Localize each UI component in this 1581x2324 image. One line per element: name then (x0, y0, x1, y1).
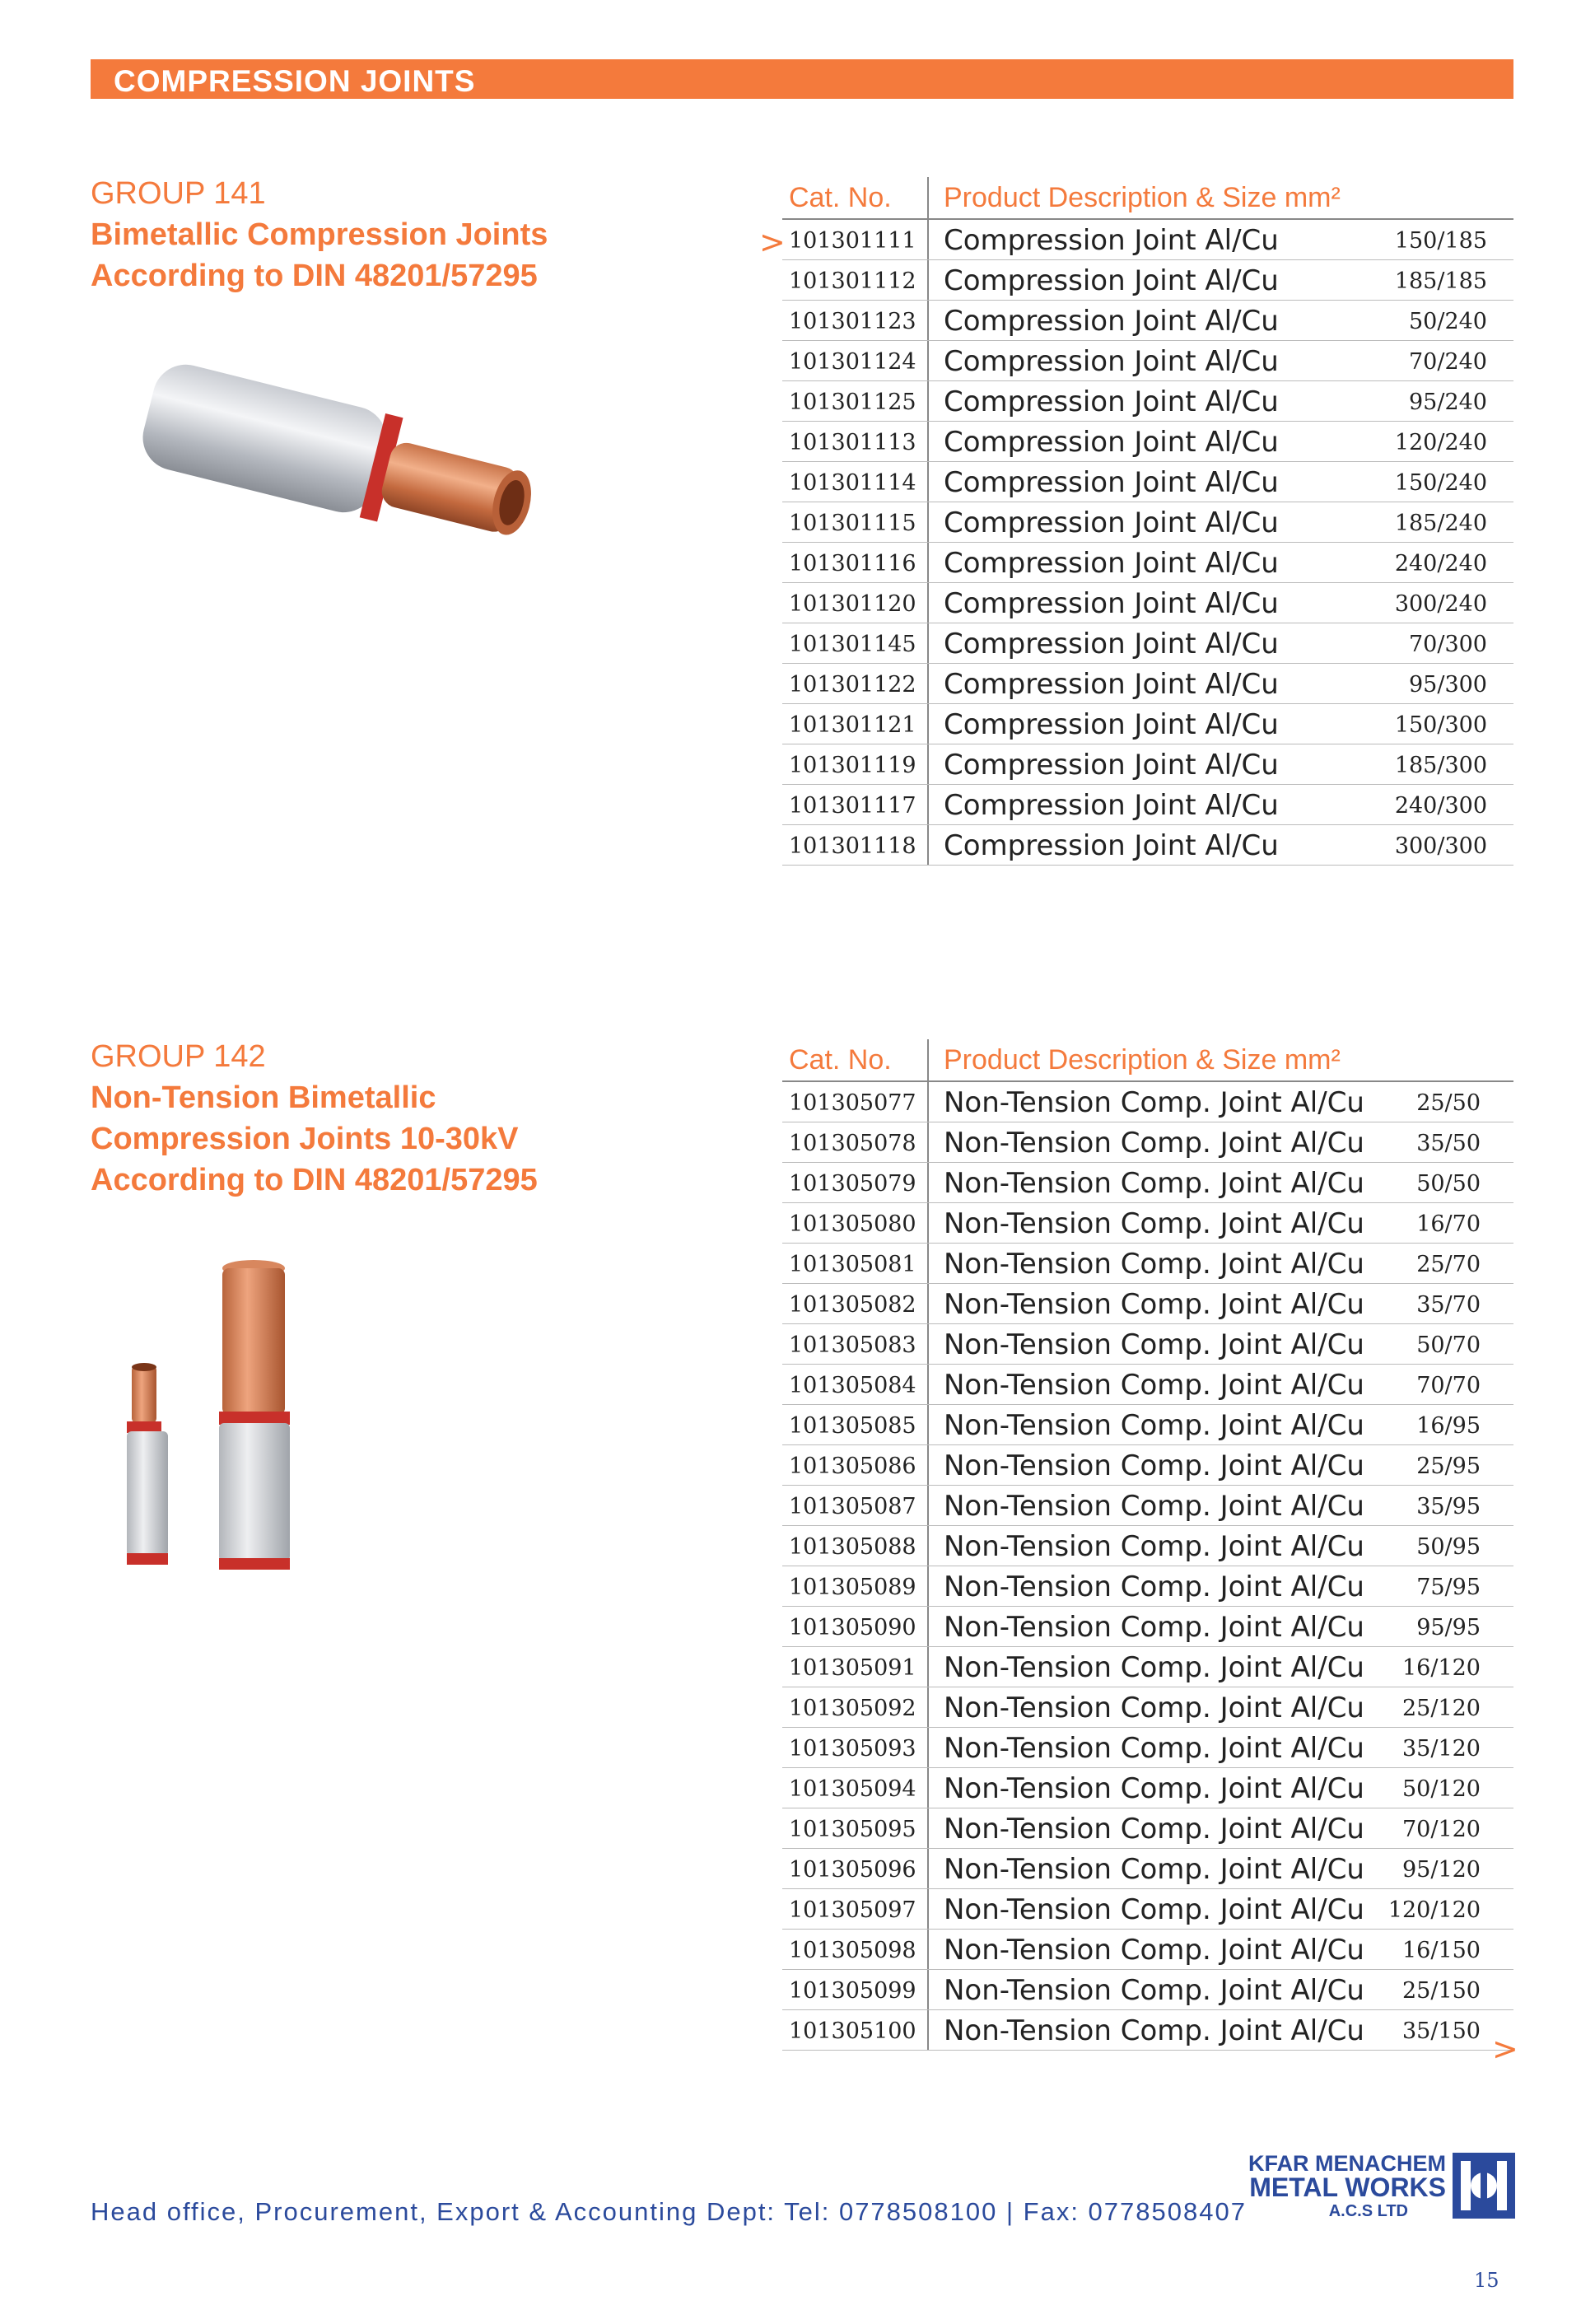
cat-no-cell: 101305092 (789, 1696, 916, 1721)
size-cell: 50/50 (1416, 1171, 1481, 1197)
logo-mark-icon (1453, 2153, 1515, 2219)
table-row (782, 744, 1513, 785)
table-row (782, 1486, 1513, 1526)
section-title: COMPRESSION JOINTS (114, 64, 476, 98)
cat-no-cell: 101305081 (789, 1252, 916, 1277)
table-row (782, 1607, 1513, 1647)
description-cell: Non-Tension Comp. Joint Al/Cu (944, 1570, 1364, 1603)
description-cell: Non-Tension Comp. Joint Al/Cu (944, 1530, 1364, 1563)
table-row (782, 785, 1513, 825)
size-cell: 300/240 (1394, 591, 1487, 617)
table-row (782, 704, 1513, 744)
table-row (782, 1970, 1513, 2010)
logo-line-2: METAL WORKS (1249, 2172, 1446, 2202)
description-cell: Non-Tension Comp. Joint Al/Cu (944, 1086, 1364, 1119)
size-cell: 25/50 (1416, 1090, 1481, 1116)
cat-no-cell: 101305095 (789, 1817, 916, 1842)
table-row (782, 1122, 1513, 1163)
cat-no-cell: 101305090 (789, 1615, 916, 1640)
group-141-title-line: Bimetallic Compression Joints (91, 217, 548, 252)
table-row (782, 583, 1513, 623)
size-cell: 240/300 (1394, 793, 1487, 819)
table-row (782, 220, 1513, 260)
cat-no-cell: 101301114 (789, 470, 916, 496)
size-cell: 75/95 (1416, 1575, 1481, 1600)
table-row (782, 1566, 1513, 1607)
group-142-table (782, 1039, 1513, 2051)
description-cell: Non-Tension Comp. Joint Al/Cu (944, 1288, 1364, 1321)
table-row (782, 1728, 1513, 1768)
group-142-label: GROUP 142 (91, 1039, 266, 1074)
cat-no-cell: 101305085 (789, 1413, 916, 1439)
description-cell: Non-Tension Comp. Joint Al/Cu (944, 1369, 1364, 1402)
cat-no-cell: 101301120 (789, 591, 916, 617)
size-cell: 95/120 (1402, 1857, 1481, 1883)
description-cell: Compression Joint Al/Cu (944, 749, 1279, 782)
size-cell: 35/120 (1402, 1736, 1481, 1762)
group-142-title-line: Compression Joints 10-30kV (91, 1122, 519, 1156)
size-cell: 70/70 (1416, 1373, 1481, 1398)
group-141-heading (91, 173, 548, 296)
size-cell: 35/70 (1416, 1292, 1481, 1318)
description-cell: Non-Tension Comp. Joint Al/Cu (944, 1127, 1364, 1160)
table-row (782, 623, 1513, 664)
description-cell: Non-Tension Comp. Joint Al/Cu (944, 2014, 1364, 2047)
cat-no-cell: 101305077 (789, 1090, 916, 1116)
cat-no-cell: 101301117 (789, 793, 916, 819)
description-cell: Non-Tension Comp. Joint Al/Cu (944, 1772, 1364, 1805)
table-row (782, 1687, 1513, 1728)
description-cell: Non-Tension Comp. Joint Al/Cu (944, 1328, 1364, 1361)
header-description: Product Description & Size mm² (944, 182, 1341, 213)
logo-line-3: A.C.S LTD (1328, 2202, 1408, 2220)
description-cell: Non-Tension Comp. Joint Al/Cu (944, 1248, 1364, 1281)
description-cell: Compression Joint Al/Cu (944, 587, 1279, 620)
cat-no-cell: 101305094 (789, 1776, 916, 1802)
size-cell: 95/95 (1416, 1615, 1481, 1640)
size-cell: 16/120 (1402, 1655, 1481, 1681)
description-cell: Non-Tension Comp. Joint Al/Cu (944, 1934, 1364, 1967)
description-cell: Non-Tension Comp. Joint Al/Cu (944, 1490, 1364, 1523)
cat-no-cell: 101305079 (789, 1171, 916, 1197)
cat-no-cell: 101301116 (789, 551, 916, 576)
size-cell: 16/95 (1416, 1413, 1481, 1439)
description-cell: Non-Tension Comp. Joint Al/Cu (944, 1813, 1364, 1846)
size-cell: 50/70 (1416, 1332, 1481, 1358)
cat-no-cell: 101305098 (789, 1938, 916, 1963)
cat-no-cell: 101305080 (789, 1211, 916, 1237)
cat-no-cell: 101305082 (789, 1292, 916, 1318)
size-cell: 50/95 (1416, 1534, 1481, 1560)
table-header (782, 177, 1513, 220)
continues-next-marker: > (1492, 2031, 1518, 2067)
company-logo (1248, 2148, 1515, 2222)
group-141-label: GROUP 141 (91, 176, 266, 211)
cat-no-cell: 101301124 (789, 349, 916, 375)
group-141-title-line: According to DIN 48201/57295 (91, 259, 538, 293)
table-row (782, 1445, 1513, 1486)
size-cell: 70/300 (1409, 632, 1487, 657)
cat-no-cell: 101301115 (789, 511, 916, 536)
size-cell: 150/300 (1394, 712, 1487, 738)
size-cell: 120/120 (1387, 1897, 1481, 1923)
group-142-heading (91, 1036, 538, 1201)
cat-no-cell: 101305083 (789, 1332, 916, 1358)
size-cell: 25/120 (1402, 1696, 1481, 1721)
size-cell: 25/150 (1402, 1978, 1481, 2004)
group-142-title-line: According to DIN 48201/57295 (91, 1163, 538, 1197)
description-cell: Compression Joint Al/Cu (944, 829, 1279, 862)
table-row (782, 422, 1513, 462)
table-row (782, 1768, 1513, 1808)
table-row (782, 260, 1513, 301)
table-row (782, 543, 1513, 583)
description-cell: Non-Tension Comp. Joint Al/Cu (944, 1449, 1364, 1482)
cat-no-cell: 101305096 (789, 1857, 916, 1883)
cat-no-cell: 101301113 (789, 430, 916, 455)
table-row (782, 1930, 1513, 1970)
page-number: 15 (1474, 2269, 1499, 2292)
size-cell: 70/240 (1409, 349, 1487, 375)
size-cell: 35/50 (1416, 1131, 1481, 1156)
table-row (782, 1284, 1513, 1324)
description-cell: Compression Joint Al/Cu (944, 345, 1279, 378)
size-cell: 25/95 (1416, 1454, 1481, 1479)
size-cell: 16/70 (1416, 1211, 1481, 1237)
description-cell: Compression Joint Al/Cu (944, 305, 1279, 338)
description-cell: Compression Joint Al/Cu (944, 628, 1279, 660)
size-cell: 35/95 (1416, 1494, 1481, 1519)
table-row (782, 462, 1513, 502)
description-cell: Compression Joint Al/Cu (944, 466, 1279, 499)
table-row (782, 1244, 1513, 1284)
cat-no-cell: 101305078 (789, 1131, 916, 1156)
cat-no-cell: 101301111 (789, 228, 916, 254)
table-row (782, 664, 1513, 704)
table-row (782, 1526, 1513, 1566)
table-row (782, 1082, 1513, 1122)
header-description: Product Description & Size mm² (944, 1044, 1341, 1076)
size-cell: 240/240 (1394, 551, 1487, 576)
cat-no-cell: 101301119 (789, 753, 916, 778)
size-cell: 25/70 (1416, 1252, 1481, 1277)
cat-no-cell: 101305084 (789, 1373, 916, 1398)
cat-no-cell: 101305091 (789, 1655, 916, 1681)
table-row (782, 1405, 1513, 1445)
table-row (782, 2010, 1513, 2051)
continued-from-marker: > (759, 224, 786, 260)
group-142-title-line: Non-Tension Bimetallic (91, 1080, 436, 1115)
description-cell: Compression Joint Al/Cu (944, 224, 1279, 257)
table-row (782, 341, 1513, 381)
cat-no-cell: 101301123 (789, 309, 916, 334)
size-cell: 95/300 (1409, 672, 1487, 698)
description-cell: Non-Tension Comp. Joint Al/Cu (944, 1893, 1364, 1926)
size-cell: 35/150 (1402, 2018, 1481, 2044)
table-row (782, 1365, 1513, 1405)
description-cell: Non-Tension Comp. Joint Al/Cu (944, 1207, 1364, 1240)
cat-no-cell: 101305088 (789, 1534, 916, 1560)
cat-no-cell: 101305086 (789, 1454, 916, 1479)
description-cell: Non-Tension Comp. Joint Al/Cu (944, 1409, 1364, 1442)
description-cell: Compression Joint Al/Cu (944, 426, 1279, 459)
table-row (782, 1647, 1513, 1687)
size-cell: 70/120 (1402, 1817, 1481, 1842)
table-row (782, 301, 1513, 341)
size-cell: 185/240 (1394, 511, 1487, 536)
table-row (782, 381, 1513, 422)
table-row (782, 1808, 1513, 1849)
size-cell: 185/300 (1394, 753, 1487, 778)
table-row (782, 1324, 1513, 1365)
cat-no-cell: 101305093 (789, 1736, 916, 1762)
description-cell: Non-Tension Comp. Joint Al/Cu (944, 1853, 1364, 1886)
non-tension-joint-photo (115, 1252, 329, 1598)
description-cell: Compression Joint Al/Cu (944, 668, 1279, 701)
table-row (782, 1889, 1513, 1930)
table-row (782, 1849, 1513, 1889)
cat-no-cell: 101301125 (789, 390, 916, 415)
table-row (782, 1203, 1513, 1244)
size-cell: 300/300 (1394, 833, 1487, 859)
table-row (782, 1163, 1513, 1203)
size-cell: 150/185 (1394, 228, 1487, 254)
size-cell: 185/185 (1394, 268, 1487, 294)
size-cell: 16/150 (1402, 1938, 1481, 1963)
cat-no-cell: 101305099 (789, 1978, 916, 2004)
size-cell: 50/120 (1402, 1776, 1481, 1802)
cat-no-cell: 101305087 (789, 1494, 916, 1519)
size-cell: 95/240 (1409, 390, 1487, 415)
footer-contact: Head office, Procurement, Export & Accounting Dept: Tel: 0778508100 | Fax: 0778508407 (91, 2197, 1247, 2226)
cat-no-cell: 101305097 (789, 1897, 916, 1923)
description-cell: Compression Joint Al/Cu (944, 264, 1279, 297)
size-cell: 120/240 (1394, 430, 1487, 455)
description-cell: Compression Joint Al/Cu (944, 547, 1279, 580)
description-cell: Non-Tension Comp. Joint Al/Cu (944, 1167, 1364, 1200)
cat-no-cell: 101305089 (789, 1575, 916, 1600)
table-header (782, 1039, 1513, 1082)
cat-no-cell: 101301121 (789, 712, 916, 738)
description-cell: Non-Tension Comp. Joint Al/Cu (944, 1651, 1364, 1684)
description-cell: Compression Joint Al/Cu (944, 506, 1279, 539)
cat-no-cell: 101301122 (789, 672, 916, 698)
description-cell: Non-Tension Comp. Joint Al/Cu (944, 1974, 1364, 2007)
table-row (782, 825, 1513, 866)
description-cell: Non-Tension Comp. Joint Al/Cu (944, 1692, 1364, 1724)
size-cell: 50/240 (1409, 309, 1487, 334)
section-banner (91, 59, 1513, 99)
description-cell: Compression Joint Al/Cu (944, 789, 1279, 822)
group-141-table (782, 177, 1513, 866)
header-cat-no: Cat. No. (789, 1044, 892, 1076)
description-cell: Non-Tension Comp. Joint Al/Cu (944, 1732, 1364, 1765)
cat-no-cell: 101305100 (789, 2018, 916, 2044)
cat-no-cell: 101301118 (789, 833, 916, 859)
cat-no-cell: 101301112 (789, 268, 916, 294)
description-cell: Non-Tension Comp. Joint Al/Cu (944, 1611, 1364, 1644)
description-cell: Compression Joint Al/Cu (944, 708, 1279, 741)
cat-no-cell: 101301145 (789, 632, 916, 657)
compression-joint-photo (124, 338, 552, 601)
header-cat-no: Cat. No. (789, 182, 892, 213)
description-cell: Compression Joint Al/Cu (944, 385, 1279, 418)
size-cell: 150/240 (1394, 470, 1487, 496)
logo-line-1: KFAR MENACHEM (1248, 2151, 1446, 2176)
table-row (782, 502, 1513, 543)
